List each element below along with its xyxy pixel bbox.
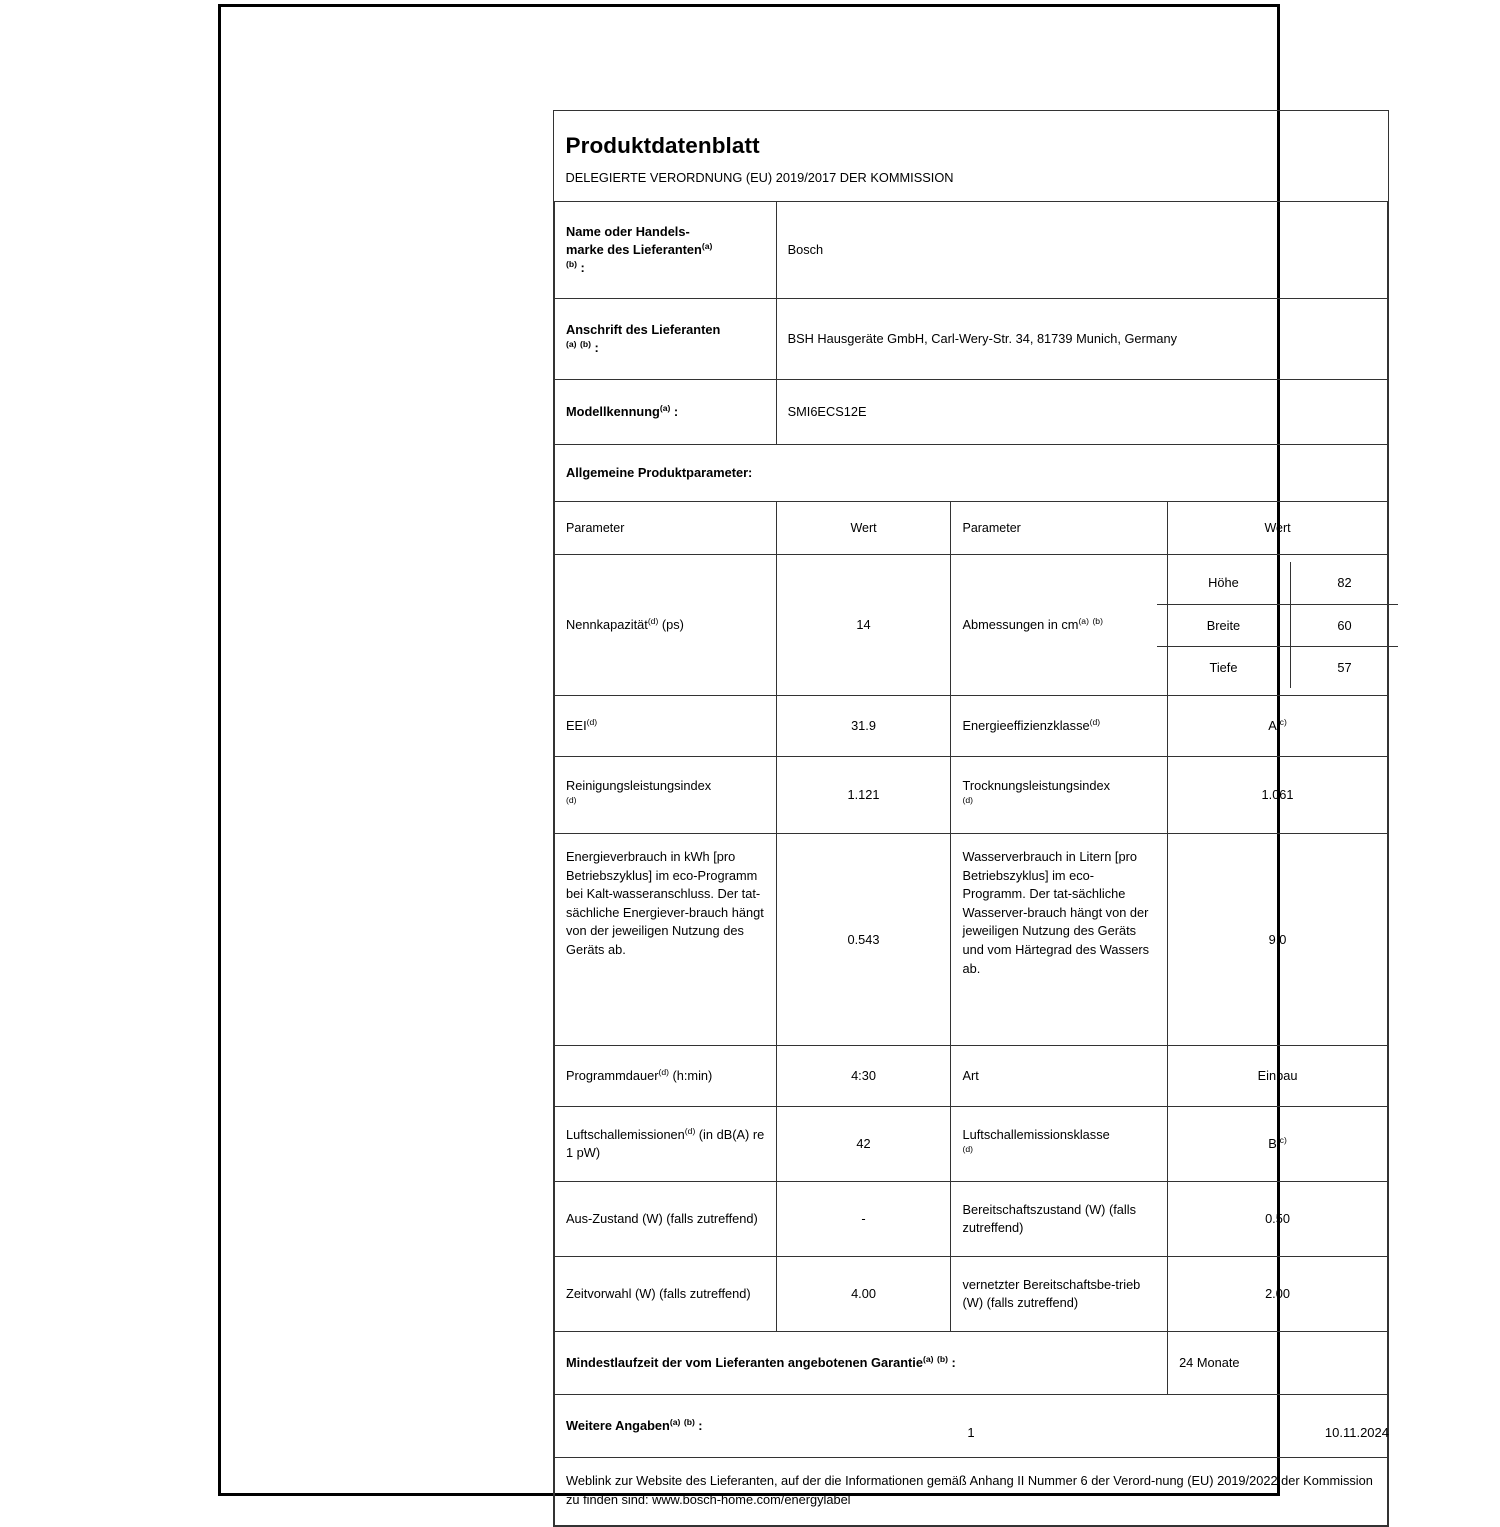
networked-standby-label-cell xyxy=(951,1257,1168,1332)
noise-class-label-cell xyxy=(951,1107,1168,1182)
duration-sup-d: (d) xyxy=(658,1067,669,1078)
supplier-label-cell xyxy=(555,202,777,299)
standby-value-cell xyxy=(1168,1182,1388,1257)
water-consumption-value-cell xyxy=(1168,834,1388,1046)
address-value-cell xyxy=(776,299,1387,380)
capacity-value-cell xyxy=(776,555,951,696)
water-consumption-value: 9.0 xyxy=(1268,931,1287,947)
noise-class-value-cell xyxy=(1168,1107,1388,1182)
address-row xyxy=(555,299,1388,380)
energy-consumption-label-cell xyxy=(555,834,777,1046)
weblink-row xyxy=(555,1458,1388,1526)
cleaning-index-value-cell xyxy=(776,757,951,834)
networked-standby-label: vernetzter Bereitschaftsbe-trieb (W) (falls zutreffend) xyxy=(962,1277,1141,1311)
drying-index-label: Trocknungsleistungsindex xyxy=(962,778,1110,794)
warranty-value: 24 Monate xyxy=(1179,1355,1240,1371)
type-label-cell xyxy=(951,1046,1168,1107)
model-value: SMI6ECS12E xyxy=(787,404,867,420)
supplier-row xyxy=(555,202,1388,299)
model-sup-a: (a) xyxy=(659,403,671,414)
capacity-sup-d: (d) xyxy=(647,616,659,627)
dimension-row-height xyxy=(1157,562,1398,604)
energy-class-sup-d: (d) xyxy=(1089,717,1101,728)
supplier-value-cell xyxy=(776,202,1387,299)
supplier-sup-a: (a) xyxy=(701,241,713,252)
weblink-cell xyxy=(555,1458,1388,1526)
address-label: Anschrift des Lieferanten xyxy=(566,322,721,338)
dimension-name-height: Höhe xyxy=(1157,562,1290,604)
header-value-left: Wert xyxy=(776,502,951,555)
subtitle-row xyxy=(555,165,1388,201)
eei-row xyxy=(555,696,1388,757)
model-row xyxy=(555,380,1388,445)
cleaning-index-sup-d: (d) xyxy=(566,795,577,806)
dimensions-label: Abmessungen in cm xyxy=(962,617,1079,633)
section-general-cell xyxy=(555,445,1388,502)
cleaning-index-value: 1.121 xyxy=(847,787,880,803)
energy-consumption-value: 0.543 xyxy=(847,931,880,947)
eei-value: 31.9 xyxy=(851,718,876,734)
noise-class-value-sup: (c) xyxy=(1276,1135,1287,1146)
duration-value-cell xyxy=(776,1046,951,1107)
type-value: Einbau xyxy=(1257,1068,1298,1084)
address-value: BSH Hausgeräte GmbH, Carl-Wery-Str. 34, 81739 Munich, Germany xyxy=(787,331,1178,347)
dimension-row-width xyxy=(1157,604,1398,646)
address-label-cell xyxy=(555,299,777,380)
type-label: Art xyxy=(962,1068,979,1084)
table-header-row xyxy=(555,502,1388,555)
noise-sup-d: (d) xyxy=(684,1126,696,1137)
energy-class-label: Energieeffizienzklasse xyxy=(962,718,1090,734)
weblink-text: Weblink zur Website des Lieferanten, auf der die Informationen gemäß Anhang II Nummer 6 der Verord-nung (EU) 2019/2022 der Kommission zu finden sind: www.bosch-home.com/energylabel xyxy=(566,1473,1373,1507)
dimensions-sup-b: (b) xyxy=(1092,616,1103,627)
product-fiche-sheet xyxy=(553,110,1389,1527)
supplier-label-line1: Name oder Handels- xyxy=(566,224,690,240)
header-param-left: Parameter xyxy=(555,502,777,555)
duration-row xyxy=(555,1046,1388,1107)
model-colon: : xyxy=(673,404,679,420)
regulation-subtitle: DELEGIERTE VERORDNUNG (EU) 2019/2017 DER KOMMISSION xyxy=(565,170,954,186)
further-info-sup-a: (a) xyxy=(669,1417,681,1428)
off-mode-value: - xyxy=(861,1211,866,1227)
eei-label: EEI xyxy=(566,718,587,734)
off-mode-value-cell xyxy=(776,1182,951,1257)
dimension-value-width: 60 xyxy=(1290,604,1398,646)
further-info-label: Weitere Angaben xyxy=(566,1418,670,1434)
document-date: 10.11.2024 xyxy=(1324,1425,1389,1440)
page-title: Produktdatenblatt xyxy=(565,133,760,158)
model-label-cell xyxy=(555,380,777,445)
networked-standby-value-cell xyxy=(1168,1257,1388,1332)
duration-label: Programmdauer xyxy=(566,1068,659,1084)
further-info-colon: : xyxy=(698,1418,703,1434)
drying-index-value: 1.061 xyxy=(1261,787,1294,803)
noise-label: Luftschallemissionen xyxy=(566,1127,685,1143)
cleaning-index-label: Reinigungsleistungsindex xyxy=(566,778,712,794)
product-data-table xyxy=(554,111,1388,1526)
title-row xyxy=(555,111,1388,165)
delay-start-value: 4.00 xyxy=(851,1286,876,1302)
eei-sup-d: (d) xyxy=(586,717,598,728)
duration-value: 4:30 xyxy=(851,1068,876,1084)
dimension-value-height: 82 xyxy=(1290,562,1398,604)
energy-consumption-label: Energieverbrauch in kWh [pro Betriebszyklus] im eco-Programm bei Kalt-wasseranschluss. Der tat-sächliche Energiever-brauch hängt von der jeweiligen Nutzung des Geräts ab. xyxy=(566,849,764,957)
warranty-value-cell xyxy=(1168,1332,1388,1395)
noise-value: 42 xyxy=(856,1136,871,1152)
dimensions-table xyxy=(1157,562,1398,688)
noise-class-label: Luftschallemissionsklasse xyxy=(962,1127,1110,1143)
page-number: 1 xyxy=(967,1425,975,1440)
water-consumption-label-cell xyxy=(951,834,1168,1046)
noise-class-value: B xyxy=(1268,1136,1277,1152)
delay-start-label-cell xyxy=(555,1257,777,1332)
energy-class-label-cell xyxy=(951,696,1168,757)
dimensions-sup-a: (a) xyxy=(1078,616,1089,627)
dimensions-label-cell xyxy=(951,555,1168,696)
header-value-right: Wert xyxy=(1168,502,1388,555)
noise-label-cell xyxy=(555,1107,777,1182)
subtitle-cell xyxy=(555,165,1388,201)
address-sup-a: (a) xyxy=(566,339,577,350)
supplier-value: Bosch xyxy=(787,242,824,258)
drying-index-label-cell xyxy=(951,757,1168,834)
delay-start-label: Zeitvorwahl (W) (falls zutreffend) xyxy=(566,1286,751,1302)
index-row xyxy=(555,757,1388,834)
further-info-sup-b: (b) xyxy=(683,1417,695,1428)
type-value-cell xyxy=(1168,1046,1388,1107)
section-general-label: Allgemeine Produktparameter: xyxy=(566,465,753,481)
warranty-row xyxy=(555,1332,1388,1395)
delay-networked-row xyxy=(555,1257,1388,1332)
consumption-row xyxy=(555,834,1388,1046)
dimension-row-depth xyxy=(1157,646,1398,688)
warranty-label-cell xyxy=(555,1332,1168,1395)
eei-value-cell xyxy=(776,696,951,757)
noise-row xyxy=(555,1107,1388,1182)
drying-index-sup-d: (d) xyxy=(962,795,973,806)
noise-value-cell xyxy=(776,1107,951,1182)
dimension-name-depth: Tiefe xyxy=(1157,646,1290,688)
duration-label-cell xyxy=(555,1046,777,1107)
address-sup-b: (b) xyxy=(580,339,591,350)
drying-index-value-cell xyxy=(1168,757,1388,834)
standby-label: Bereitschaftszustand (W) (falls zutreffend) xyxy=(962,1202,1137,1236)
energy-class-value-cell xyxy=(1168,696,1388,757)
networked-standby-value: 2.00 xyxy=(1265,1286,1290,1302)
noise-class-sup-d: (d) xyxy=(962,1144,973,1155)
water-consumption-label: Wasserverbrauch in Litern [pro Betriebszyklus] im eco-Programm. Der tat-sächliche Wasserver-brauch hängt von der jeweiligen Nutzung des Geräts und vom Härtegrad des Wassers ab. xyxy=(962,849,1150,976)
off-mode-label-cell xyxy=(555,1182,777,1257)
address-colon: : xyxy=(594,340,599,356)
supplier-colon: : xyxy=(580,260,585,276)
capacity-dimensions-row xyxy=(555,555,1388,696)
energy-class-value: A xyxy=(1268,718,1277,734)
title-cell xyxy=(555,111,1388,165)
capacity-label-tail: (ps) xyxy=(661,617,684,633)
page-border xyxy=(218,4,1389,1507)
cleaning-index-label-cell xyxy=(555,757,777,834)
standby-label-cell xyxy=(951,1182,1168,1257)
capacity-label: Nennkapazität xyxy=(566,617,648,633)
energy-class-value-sup: (c) xyxy=(1276,717,1287,728)
model-value-cell xyxy=(776,380,1387,445)
dimensions-values-cell xyxy=(1168,555,1388,696)
noise-label-tail: (in dB(A) re 1 pW) xyxy=(566,1127,765,1161)
warranty-sup-b: (b) xyxy=(936,1354,948,1365)
dimension-value-depth: 57 xyxy=(1337,659,1352,675)
delay-start-value-cell xyxy=(776,1257,951,1332)
dimension-name-width: Breite xyxy=(1157,604,1290,646)
section-general-row xyxy=(555,445,1388,502)
header-param-right: Parameter xyxy=(951,502,1168,555)
model-label: Modellkennung xyxy=(566,404,660,420)
energy-consumption-value-cell xyxy=(776,834,951,1046)
capacity-value: 14 xyxy=(856,617,871,633)
warranty-sup-a: (a) xyxy=(922,1354,934,1365)
off-mode-label: Aus-Zustand (W) (falls zutreffend) xyxy=(566,1211,758,1227)
eei-label-cell xyxy=(555,696,777,757)
off-standby-row xyxy=(555,1182,1388,1257)
warranty-label: Mindestlaufzeit der vom Lieferanten angebotenen Garantie xyxy=(566,1355,923,1371)
duration-label-tail: (h:min) xyxy=(672,1068,713,1084)
supplier-label-line2: marke des Lieferanten xyxy=(566,242,702,258)
standby-value: 0.50 xyxy=(1265,1211,1290,1227)
warranty-colon: : xyxy=(951,1355,956,1371)
supplier-sup-b: (b) xyxy=(566,259,577,270)
capacity-label-cell xyxy=(555,555,777,696)
